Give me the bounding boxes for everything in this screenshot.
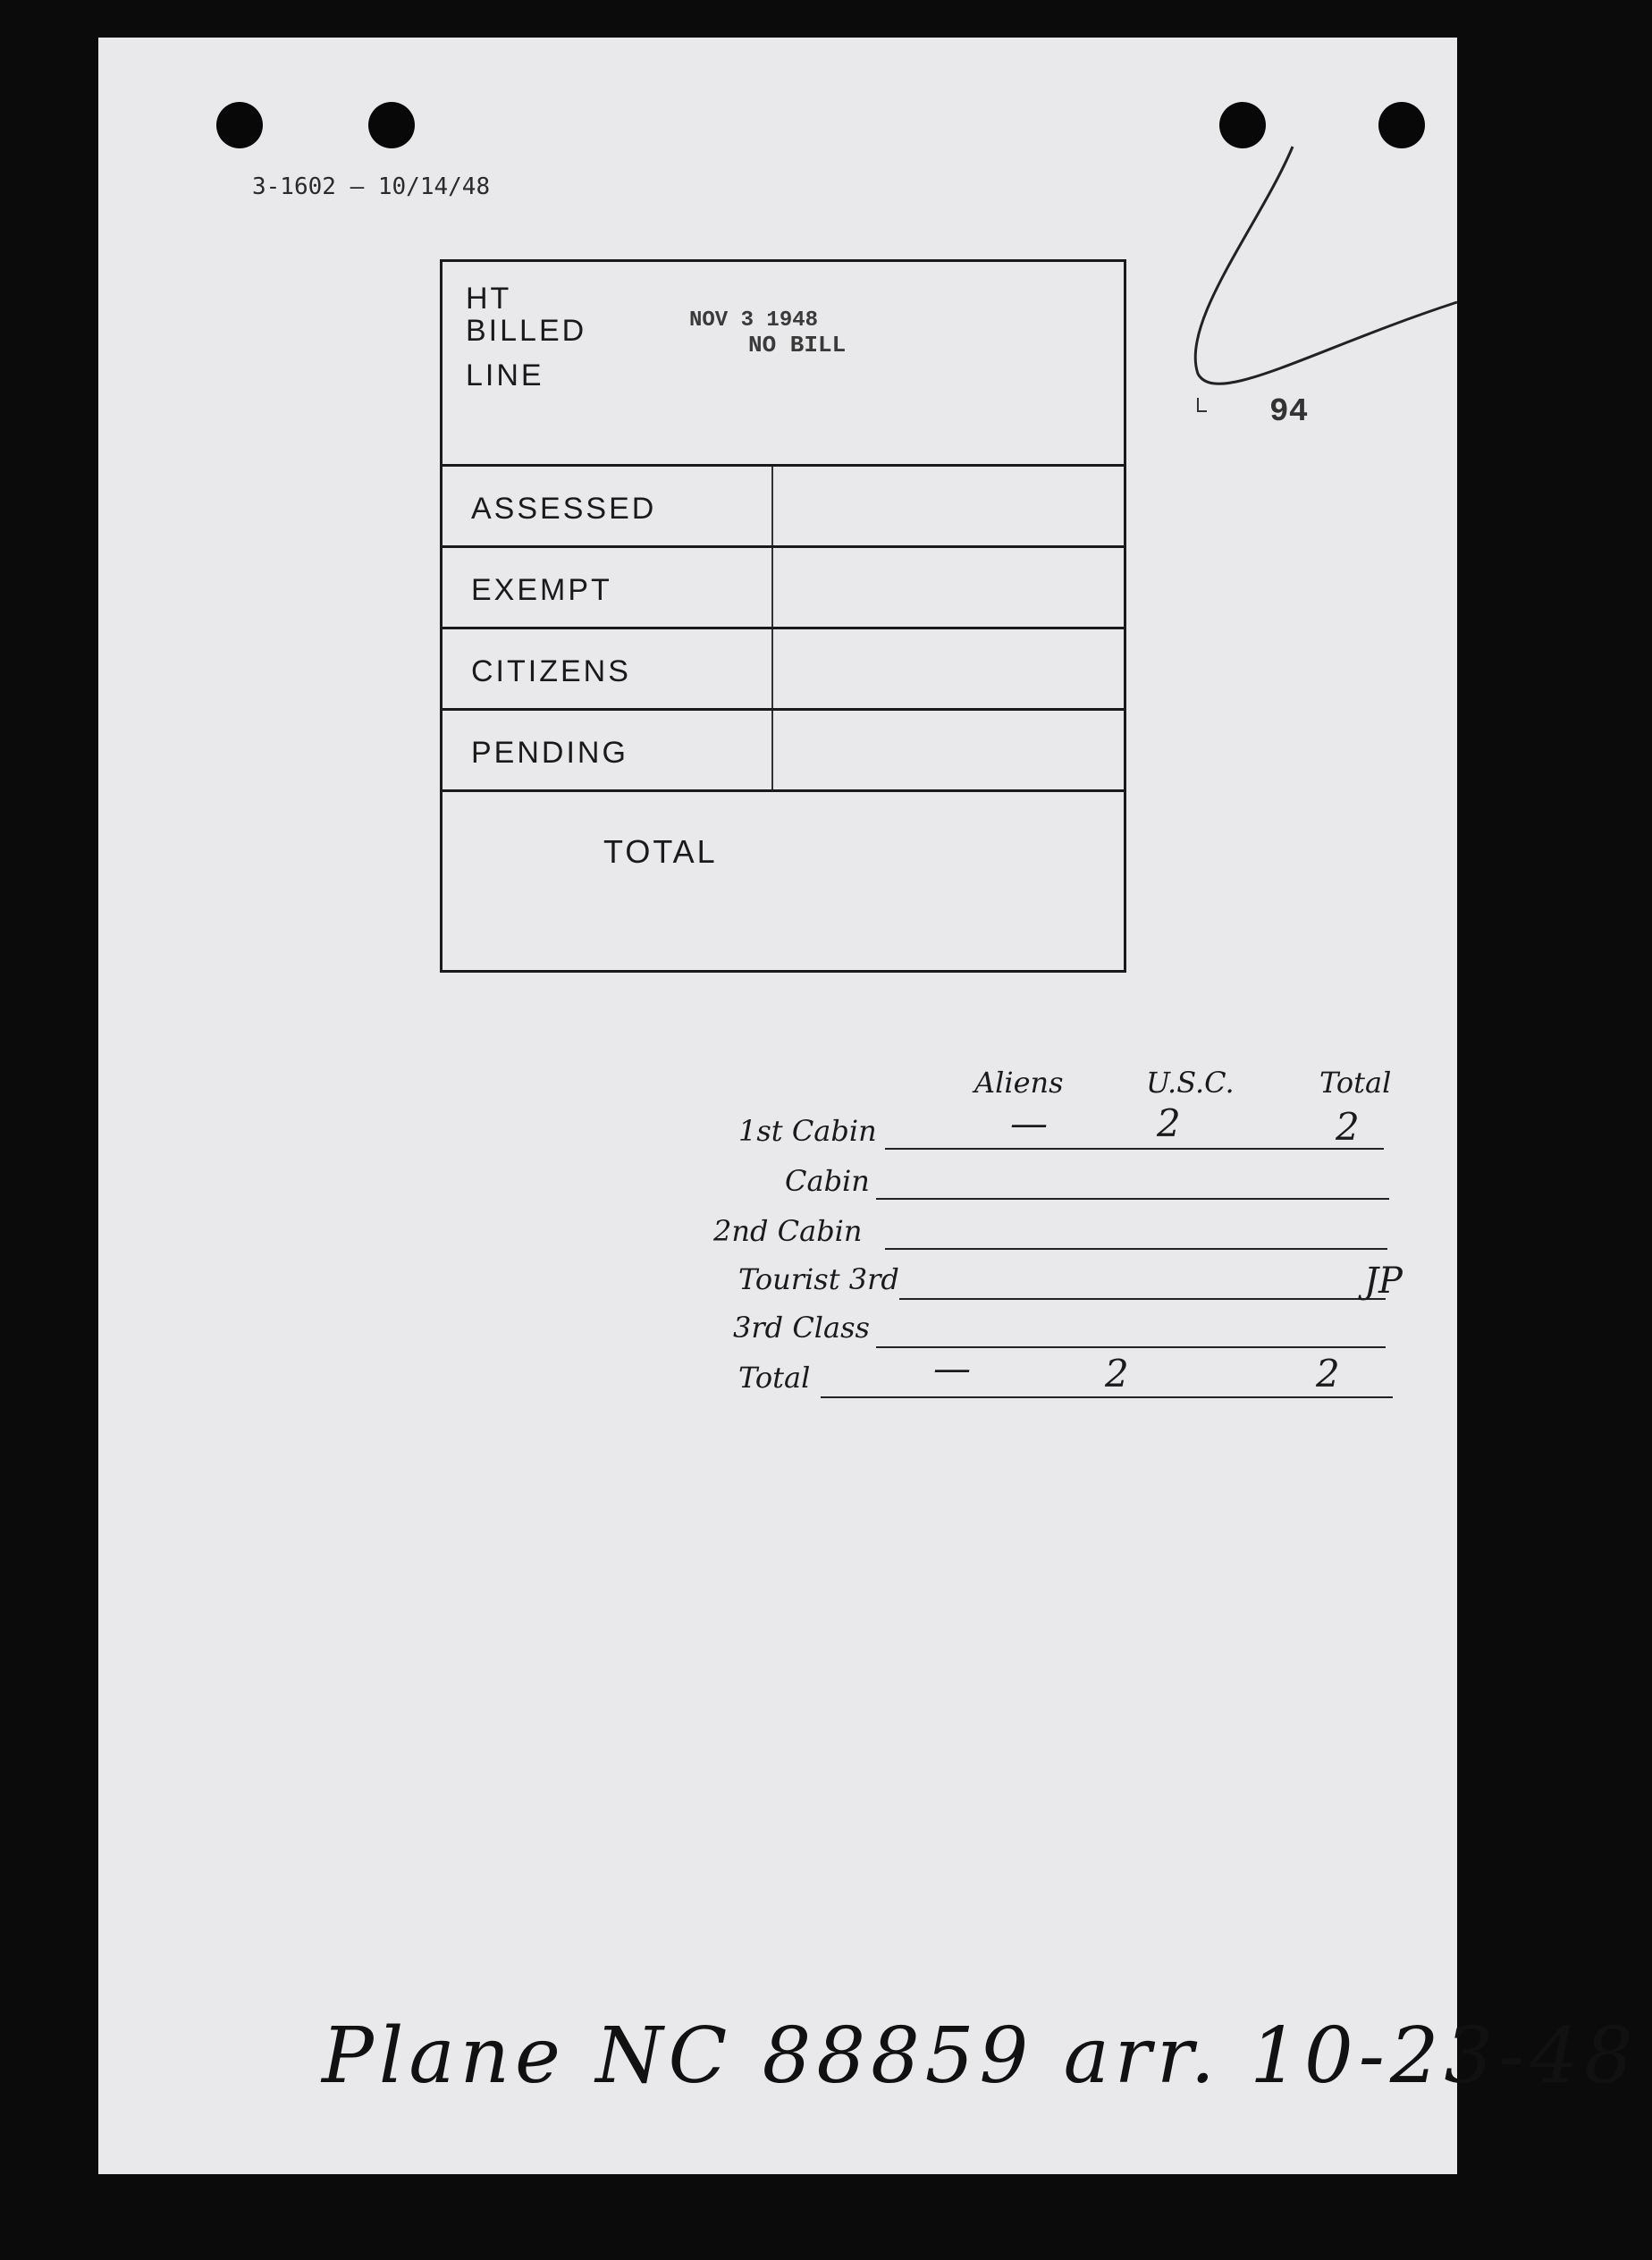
- tally-usc-value: 2: [1105, 1352, 1129, 1396]
- form-code: 3-1602 — 10/14/48: [252, 173, 491, 200]
- footer-handwritten-note: Plane NC 88859 arr. 10-23-48: [322, 2011, 1639, 2101]
- stamp-row-pending: [442, 711, 1124, 792]
- stamp-row-exempt: [442, 548, 1124, 629]
- column-header-usc: U.S.C.: [1146, 1066, 1235, 1100]
- tally-row-rule: [885, 1248, 1387, 1250]
- stamp-header-line-3: LINE: [466, 358, 544, 392]
- stamp-box: [440, 259, 1126, 973]
- column-header-total: Total: [1319, 1066, 1392, 1100]
- tally-row-label: 3rd Class: [733, 1311, 870, 1345]
- tally-total-value: 2: [1336, 1105, 1360, 1149]
- no-bill-stamp: NO BILL: [748, 332, 847, 358]
- tally-row-rule: [876, 1198, 1389, 1200]
- tally-total-value: 2: [1316, 1352, 1340, 1396]
- tally-usc-value: 2: [1157, 1101, 1181, 1145]
- punch-hole-left-2: [368, 102, 415, 148]
- stamp-total: [442, 792, 1124, 971]
- tally-aliens-value: —: [933, 1346, 971, 1390]
- column-divider: [771, 548, 773, 627]
- stamp-row-label: CITIZENS: [471, 654, 631, 688]
- corner-pen-stroke: [1180, 143, 1466, 429]
- tally-row-rule: [885, 1148, 1384, 1150]
- stamp-row-citizens: [442, 629, 1124, 711]
- column-divider: [771, 629, 773, 708]
- stamp-header-line-2: BILLED: [466, 314, 587, 348]
- tally-row-label: 1st Cabin: [738, 1114, 877, 1148]
- tally-row-label: Total: [738, 1361, 811, 1395]
- tally-aliens-value: —: [1010, 1101, 1048, 1145]
- tally-row-label: 2nd Cabin: [713, 1214, 863, 1248]
- column-divider: [771, 467, 773, 545]
- column-header-aliens: Aliens: [974, 1066, 1064, 1100]
- stamp-total-label: TOTAL: [603, 833, 718, 870]
- tally-row-rule: [821, 1396, 1393, 1398]
- stamp-header-line-1: HT: [466, 282, 512, 316]
- punch-hole-left-1: [216, 102, 263, 148]
- tally-row-label: Tourist 3rd: [738, 1262, 899, 1296]
- punch-hole-right-1: [1219, 102, 1266, 148]
- date-stamp: NOV 3 1948: [689, 308, 819, 333]
- stamp-row-assessed: [442, 467, 1124, 548]
- tally-row-rule: [899, 1298, 1386, 1300]
- column-divider: [771, 711, 773, 789]
- stamp-header: [442, 262, 1124, 467]
- stamp-row-label: EXEMPT: [471, 573, 612, 607]
- stamp-row-label: PENDING: [471, 736, 628, 770]
- stamp-row-label: ASSESSED: [471, 492, 657, 526]
- punch-hole-right-2: [1378, 102, 1425, 148]
- tally-initials: JP: [1364, 1261, 1403, 1302]
- corner-number: 94: [1269, 393, 1309, 430]
- tally-row-label: Cabin: [785, 1164, 870, 1198]
